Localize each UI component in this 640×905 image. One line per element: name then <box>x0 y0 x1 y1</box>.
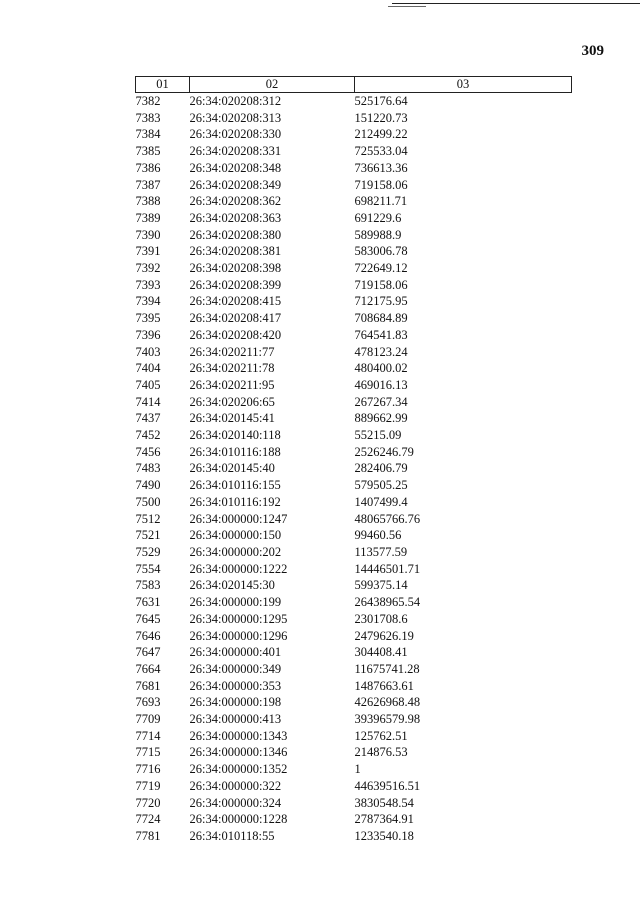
table-row <box>136 160 572 177</box>
value-cell: 719158.06 <box>354 277 408 292</box>
value-cell: 583006.78 <box>354 244 408 259</box>
cadastral-number-cell: 26:34:020208:349 <box>189 177 282 192</box>
row-number-cell: 7403 <box>135 344 161 359</box>
cadastral-number-cell: 26:34:020208:363 <box>189 210 282 225</box>
cadastral-number-cell: 26:34:000000:199 <box>189 595 282 610</box>
value-cell: 42626968.48 <box>354 695 421 710</box>
value-cell: 1487663.61 <box>354 678 414 693</box>
table-row <box>136 327 572 344</box>
table-row <box>136 410 572 427</box>
value-cell: 55215.09 <box>354 428 402 443</box>
cadastral-number-cell: 26:34:000000:1296 <box>189 628 288 643</box>
table-row <box>136 460 572 477</box>
table-row <box>136 577 572 594</box>
cadastral-number-cell: 26:34:000000:353 <box>189 678 282 693</box>
cadastral-number-cell: 26:34:020208:417 <box>189 311 282 326</box>
cadastral-number-cell: 26:34:000000:1228 <box>189 812 288 827</box>
row-number-cell: 7681 <box>135 678 161 693</box>
table-row <box>136 110 572 127</box>
value-cell: 99460.56 <box>354 528 402 543</box>
table-row <box>136 277 572 294</box>
table-row <box>136 193 572 210</box>
row-number-cell: 7414 <box>135 394 161 409</box>
cadastral-number-cell: 26:34:020208:348 <box>189 160 282 175</box>
cadastral-number-cell: 26:34:000000:413 <box>189 712 282 727</box>
table-row <box>136 795 572 812</box>
value-cell: 304408.41 <box>354 645 408 660</box>
header-rule-short <box>388 6 426 7</box>
table-row <box>136 93 572 110</box>
cadastral-number-cell: 26:34:010116:192 <box>189 494 281 509</box>
value-cell: 736613.36 <box>354 160 408 175</box>
table-row <box>136 511 572 528</box>
cadastral-number-cell: 26:34:020208:362 <box>189 194 282 209</box>
cadastral-number-cell: 26:34:000000:1222 <box>189 561 288 576</box>
row-number-cell: 7529 <box>135 544 161 559</box>
table-row <box>136 227 572 244</box>
value-cell: 1233540.18 <box>354 828 414 843</box>
value-cell: 2787364.91 <box>354 812 414 827</box>
row-number-cell: 7483 <box>135 461 161 476</box>
row-number-cell: 7716 <box>135 762 161 777</box>
cadastral-number-cell: 26:34:020211:95 <box>189 377 275 392</box>
value-cell: 698211.71 <box>354 194 408 209</box>
table-row <box>136 661 572 678</box>
row-number-cell: 7490 <box>135 478 161 493</box>
cadastral-number-cell: 26:34:020145:40 <box>189 461 275 476</box>
row-number-cell: 7521 <box>135 528 161 543</box>
row-number-cell: 7456 <box>135 444 161 459</box>
row-number-cell: 7720 <box>135 795 161 810</box>
table-row <box>136 377 572 394</box>
value-cell: 48065766.76 <box>354 511 421 526</box>
cadastral-number-cell: 26:34:000000:150 <box>189 528 282 543</box>
row-number-cell: 7724 <box>135 812 161 827</box>
table-row <box>136 728 572 745</box>
row-number-cell: 7404 <box>135 361 161 376</box>
cadastral-number-cell: 26:34:000000:1346 <box>189 745 288 760</box>
value-cell: 480400.02 <box>354 361 408 376</box>
value-cell: 589988.9 <box>354 227 402 242</box>
value-cell: 11675741.28 <box>354 661 420 676</box>
row-number-cell: 7385 <box>135 144 161 159</box>
cadastral-number-cell: 26:34:020208:312 <box>189 94 282 108</box>
row-number-cell: 7437 <box>135 411 161 426</box>
cadastral-number-cell: 26:34:020211:77 <box>189 344 275 359</box>
value-cell: 599375.14 <box>354 578 408 593</box>
value-cell: 708684.89 <box>354 311 408 326</box>
table-row <box>136 394 572 411</box>
row-number-cell: 7512 <box>135 511 161 526</box>
value-cell: 722649.12 <box>354 261 408 276</box>
value-cell: 151220.73 <box>354 110 408 125</box>
table-row <box>136 143 572 160</box>
cadastral-number-cell: 26:34:000000:1295 <box>189 611 288 626</box>
table-body <box>136 93 572 845</box>
cadastral-number-cell: 26:34:020145:30 <box>189 578 275 593</box>
table-row <box>136 293 572 310</box>
value-cell: 691229.6 <box>354 210 402 225</box>
cadastral-number-cell: 26:34:020208:331 <box>189 144 282 159</box>
table-row <box>136 811 572 828</box>
row-number-cell: 7715 <box>135 745 161 760</box>
table-row <box>136 561 572 578</box>
row-number-cell: 7382 <box>135 94 161 108</box>
cadastral-number-cell: 26:34:000000:324 <box>189 795 282 810</box>
row-number-cell: 7383 <box>135 110 161 125</box>
row-number-cell: 7647 <box>135 645 161 660</box>
row-number-cell: 7395 <box>135 311 161 326</box>
table-row <box>136 477 572 494</box>
value-cell: 2526246.79 <box>354 444 414 459</box>
table-row <box>136 678 572 695</box>
table-row <box>136 260 572 277</box>
cadastral-number-cell: 26:34:020208:415 <box>189 294 282 309</box>
cadastral-number-cell: 26:34:020208:381 <box>189 244 282 259</box>
header-row <box>136 77 572 93</box>
row-number-cell: 7393 <box>135 277 161 292</box>
value-cell: 2301708.6 <box>354 611 408 626</box>
cadastral-number-cell: 26:34:000000:322 <box>189 778 282 793</box>
table-row <box>136 594 572 611</box>
cadastral-number-cell: 26:34:000000:1343 <box>189 728 288 743</box>
table-row <box>136 344 572 361</box>
value-cell: 14446501.71 <box>354 561 421 576</box>
cadastral-number-cell: 26:34:020206:65 <box>189 394 275 409</box>
value-cell: 764541.83 <box>354 327 408 342</box>
cadastral-number-cell: 26:34:020208:399 <box>189 277 282 292</box>
cadastral-number-cell: 26:34:020208:330 <box>189 127 282 142</box>
table-row <box>136 310 572 327</box>
header-rule <box>392 3 640 4</box>
row-number-cell: 7386 <box>135 160 161 175</box>
table-row <box>136 444 572 461</box>
row-number-cell: 7693 <box>135 695 161 710</box>
cadastral-number-cell: 26:34:000000:349 <box>189 661 282 676</box>
table-row <box>136 761 572 778</box>
row-number-cell: 7583 <box>135 578 161 593</box>
row-number-cell: 7392 <box>135 261 161 276</box>
table-header <box>136 77 572 93</box>
column-header-03: 03 <box>355 77 572 93</box>
value-cell: 1 <box>354 762 361 777</box>
cadastral-number-cell: 26:34:000000:198 <box>189 695 282 710</box>
row-number-cell: 7645 <box>135 611 161 626</box>
row-number-cell: 7405 <box>135 377 161 392</box>
cadastral-number-cell: 26:34:010116:155 <box>189 478 281 493</box>
row-number-cell: 7390 <box>135 227 161 242</box>
row-number-cell: 7391 <box>135 244 161 259</box>
value-cell: 3830548.54 <box>354 795 414 810</box>
cadastral-number-cell: 26:34:010116:188 <box>189 444 281 459</box>
row-number-cell: 7719 <box>135 778 161 793</box>
row-number-cell: 7709 <box>135 712 161 727</box>
table-row <box>136 177 572 194</box>
value-cell: 478123.24 <box>354 344 408 359</box>
value-cell: 469016.13 <box>354 377 408 392</box>
table-row <box>136 611 572 628</box>
row-number-cell: 7664 <box>135 661 161 676</box>
column-header-02: 02 <box>190 77 355 93</box>
table-row <box>136 427 572 444</box>
value-cell: 719158.06 <box>354 177 408 192</box>
cadastral-number-cell: 26:34:020211:78 <box>189 361 275 376</box>
row-number-cell: 7394 <box>135 294 161 309</box>
row-number-cell: 7389 <box>135 210 161 225</box>
value-cell: 125762.51 <box>354 728 408 743</box>
row-number-cell: 7714 <box>135 728 161 743</box>
table-row <box>136 778 572 795</box>
row-number-cell: 7500 <box>135 494 161 509</box>
data-table <box>135 76 572 845</box>
row-number-cell: 7384 <box>135 127 161 142</box>
cadastral-number-cell: 26:34:020145:41 <box>189 411 275 426</box>
table-row <box>136 694 572 711</box>
table-row <box>136 544 572 561</box>
table-row <box>136 711 572 728</box>
row-number-cell: 7631 <box>135 595 161 610</box>
value-cell: 267267.34 <box>354 394 408 409</box>
table-row <box>136 828 572 845</box>
value-cell: 712175.95 <box>354 294 408 309</box>
row-number-cell: 7554 <box>135 561 161 576</box>
value-cell: 214876.53 <box>354 745 408 760</box>
cadastral-number-cell: 26:34:020208:398 <box>189 261 282 276</box>
cadastral-number-cell: 26:34:000000:202 <box>189 544 282 559</box>
table-row <box>136 210 572 227</box>
value-cell: 26438965.54 <box>354 595 421 610</box>
row-number-cell: 7452 <box>135 428 161 443</box>
table-row <box>136 360 572 377</box>
value-cell: 44639516.51 <box>354 778 421 793</box>
table-row <box>136 644 572 661</box>
value-cell: 889662.99 <box>354 411 408 426</box>
table-row <box>136 243 572 260</box>
cadastral-number-cell: 26:34:020208:380 <box>189 227 282 242</box>
value-cell: 525176.64 <box>354 94 408 108</box>
cadastral-number-cell: 26:34:000000:1247 <box>189 511 288 526</box>
table-row <box>136 744 572 761</box>
value-cell: 113577.59 <box>354 544 408 559</box>
value-cell: 282406.79 <box>354 461 408 476</box>
row-number-cell: 7396 <box>135 327 161 342</box>
value-cell: 2479626.19 <box>354 628 414 643</box>
cadastral-number-cell: 26:34:000000:1352 <box>189 762 288 777</box>
row-number-cell: 7781 <box>135 828 161 843</box>
value-cell: 579505.25 <box>354 478 408 493</box>
column-header-01: 01 <box>136 77 190 93</box>
table-row <box>136 527 572 544</box>
cadastral-number-cell: 26:34:010118:55 <box>189 828 275 843</box>
cadastral-number-cell: 26:34:020208:313 <box>189 110 282 125</box>
row-number-cell: 7387 <box>135 177 161 192</box>
table-row <box>136 628 572 645</box>
value-cell: 39396579.98 <box>354 712 421 727</box>
cadastral-number-cell: 26:34:020140:118 <box>189 428 281 443</box>
page-number: 309 <box>581 43 604 59</box>
row-number-cell: 7388 <box>135 194 161 209</box>
table-row <box>136 494 572 511</box>
table-row <box>136 126 572 143</box>
cadastral-number-cell: 26:34:020208:420 <box>189 327 282 342</box>
value-cell: 1407499.4 <box>354 494 408 509</box>
value-cell: 212499.22 <box>354 127 408 142</box>
value-cell: 725533.04 <box>354 144 408 159</box>
row-number-cell: 7646 <box>135 628 161 643</box>
cadastral-number-cell: 26:34:000000:401 <box>189 645 282 660</box>
